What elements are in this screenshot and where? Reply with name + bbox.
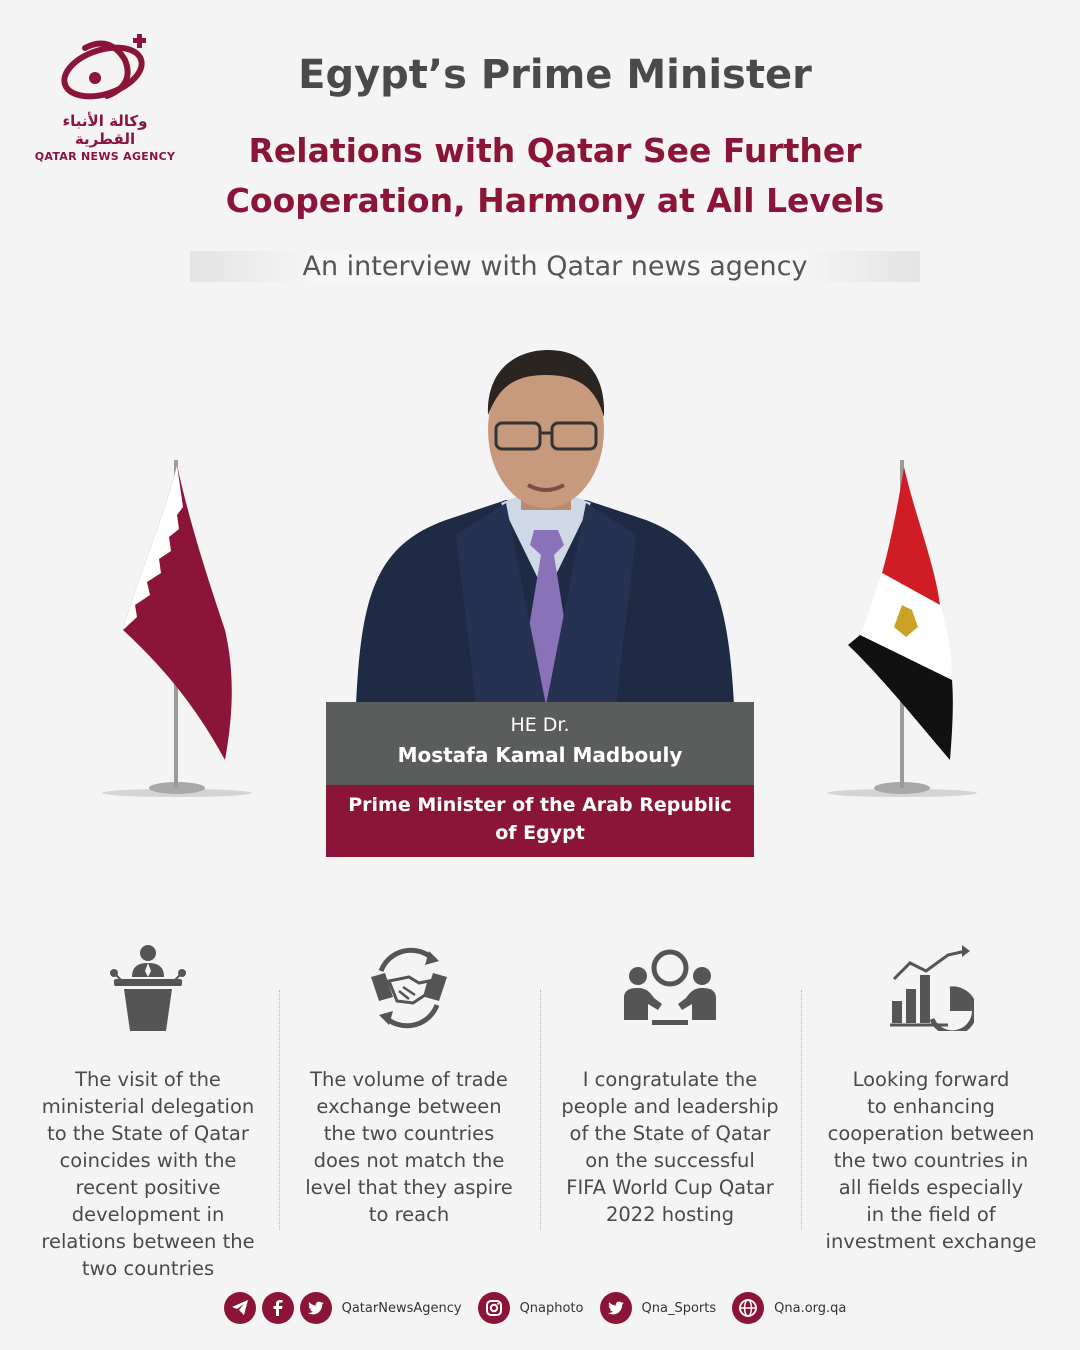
point-2-line: level that they aspire bbox=[305, 1176, 513, 1199]
qatar-flag-icon bbox=[95, 455, 260, 804]
egypt-flag-icon bbox=[820, 455, 985, 804]
point-1-line: recent positive bbox=[75, 1176, 221, 1199]
point-3-line: I congratulate the bbox=[582, 1068, 758, 1091]
point-3 bbox=[545, 940, 795, 1228]
headline-line-1: Relations with Qatar See Further bbox=[248, 131, 862, 170]
point-2-line: exchange between bbox=[316, 1095, 502, 1118]
globe-icon[interactable] bbox=[732, 1292, 764, 1324]
point-1-line: development in bbox=[71, 1203, 225, 1226]
social-footer bbox=[0, 1288, 1080, 1328]
person-role-line-1: Prime Minister of the Arab Republic bbox=[348, 794, 732, 816]
point-3-line: on the successful bbox=[585, 1149, 755, 1172]
person-name-box bbox=[326, 702, 754, 785]
headline bbox=[180, 126, 930, 226]
point-4-line: the two countries in bbox=[833, 1149, 1029, 1172]
twitter-icon[interactable] bbox=[600, 1292, 632, 1324]
point-1-line: relations between the bbox=[41, 1230, 255, 1253]
telegram-icon[interactable] bbox=[224, 1292, 256, 1324]
point-1-line: coincides with the bbox=[59, 1149, 237, 1172]
point-4-line: to enhancing bbox=[867, 1095, 995, 1118]
column-divider bbox=[279, 990, 280, 1230]
point-4-line: cooperation between bbox=[827, 1122, 1035, 1145]
growth-chart-icon bbox=[888, 945, 974, 1031]
point-4-line: all fields especially bbox=[838, 1176, 1024, 1199]
footer-handle-main[interactable]: QatarNewsAgency bbox=[341, 1300, 462, 1316]
footer-twitter-sports-handle[interactable]: Qna_Sports bbox=[641, 1300, 717, 1316]
qna-logo bbox=[30, 30, 180, 163]
subtitle-bar: An interview with Qatar news agency bbox=[190, 251, 920, 282]
point-4-line: in the field of bbox=[866, 1203, 996, 1226]
twitter-icon[interactable] bbox=[300, 1292, 332, 1324]
footer-instagram-handle[interactable]: Qnaphoto bbox=[519, 1300, 584, 1316]
point-1-line: ministerial delegation bbox=[41, 1095, 255, 1118]
point-3-line: FIFA World Cup Qatar bbox=[566, 1176, 774, 1199]
facebook-icon[interactable] bbox=[262, 1292, 294, 1324]
logo-arabic-text: وكالة الأنباء القطرية bbox=[62, 112, 148, 148]
point-2 bbox=[284, 940, 534, 1228]
point-4-text bbox=[806, 1066, 1056, 1255]
qna-orbit-logo-icon bbox=[55, 30, 155, 108]
person-honorific: HE Dr. bbox=[510, 714, 570, 736]
column-divider bbox=[540, 990, 541, 1230]
instagram-icon[interactable] bbox=[478, 1292, 510, 1324]
person-name: Mostafa Kamal Madbouly bbox=[397, 743, 683, 767]
point-3-line: people and leadership bbox=[561, 1095, 779, 1118]
point-2-text bbox=[284, 1066, 534, 1228]
point-2-line: The volume of trade bbox=[310, 1068, 508, 1091]
meeting-people-icon bbox=[622, 948, 718, 1028]
point-1-text bbox=[23, 1066, 273, 1282]
prime-minister-portrait bbox=[356, 345, 734, 705]
point-4-line: investment exchange bbox=[825, 1230, 1037, 1253]
point-2-line: does not match the bbox=[313, 1149, 505, 1172]
headline-line-2: Cooperation, Harmony at All Levels bbox=[225, 181, 885, 220]
page-title: Egypt’s Prime Minister bbox=[298, 52, 812, 98]
point-3-line: of the State of Qatar bbox=[569, 1122, 771, 1145]
podium-speaker-icon bbox=[108, 943, 188, 1033]
point-3-line: 2022 hosting bbox=[605, 1203, 735, 1226]
point-1-line: to the State of Qatar bbox=[47, 1122, 249, 1145]
footer-website[interactable]: Qna.org.qa bbox=[774, 1300, 847, 1316]
point-1-line: two countries bbox=[81, 1257, 215, 1280]
column-divider bbox=[801, 990, 802, 1230]
logo-english-text: QATAR NEWS AGENCY bbox=[34, 150, 176, 163]
point-3-text bbox=[545, 1066, 795, 1228]
point-2-line: the two countries bbox=[323, 1122, 495, 1145]
person-role-box bbox=[326, 785, 754, 857]
point-4 bbox=[806, 940, 1056, 1255]
point-1-line: The visit of the bbox=[75, 1068, 221, 1091]
point-4-line: Looking forward bbox=[852, 1068, 1010, 1091]
handshake-exchange-icon bbox=[363, 943, 455, 1033]
point-2-line: to reach bbox=[368, 1203, 450, 1226]
point-1 bbox=[23, 940, 273, 1282]
person-role-line-2: of Egypt bbox=[495, 822, 585, 844]
